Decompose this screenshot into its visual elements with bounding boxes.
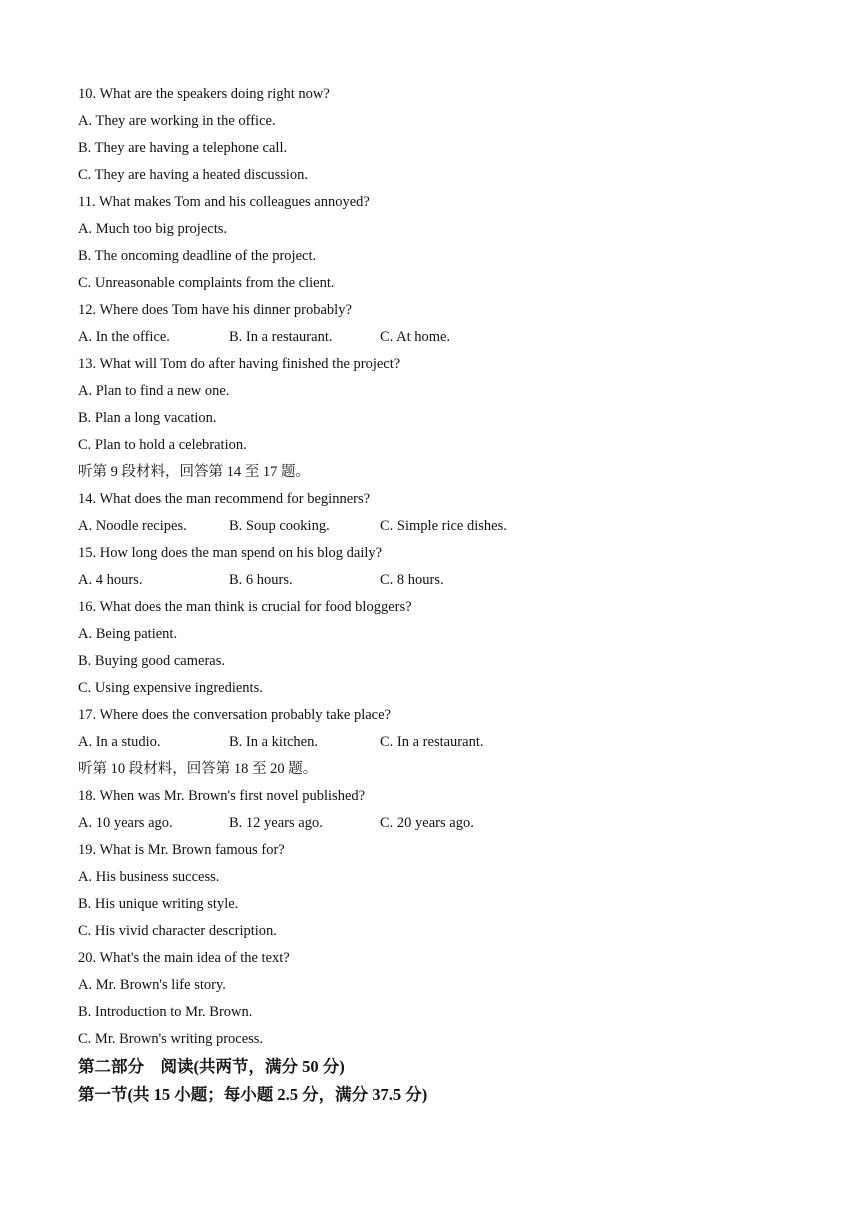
option-text: A. Being patient.	[78, 626, 178, 642]
option-text: A. Noodle recipes.	[78, 518, 187, 534]
option-text: C. In a restaurant.	[380, 734, 484, 750]
option-text: A. His business success.	[78, 869, 220, 885]
section-heading: 第一节(共 15 小题；每小题 2.5 分，满分 37.5 分)	[78, 1085, 428, 1104]
option-text: C. Mr. Brown's writing process.	[78, 1031, 264, 1047]
document-content	[78, 81, 798, 1109]
section-instruction: 听第 10 段材料，回答第 18 至 20 题。	[78, 761, 318, 777]
question-text: 18. When was Mr. Brown's first novel published?	[78, 788, 366, 804]
section-instruction: 听第 9 段材料，回答第 14 至 17 题。	[78, 464, 310, 480]
question-text: 20. What's the main idea of the text?	[78, 950, 290, 966]
question-text: 17. Where does the conversation probably take place?	[78, 707, 391, 723]
option-text: A. Much too big projects.	[78, 221, 228, 237]
question-text: 13. What will Tom do after having finished the project?	[78, 356, 401, 372]
question-text: 11. What makes Tom and his colleagues annoyed?	[78, 194, 370, 210]
option-text: C. Unreasonable complaints from the client.	[78, 275, 335, 291]
option-text: B. Introduction to Mr. Brown.	[78, 1004, 253, 1020]
option-text: C. 8 hours.	[380, 572, 444, 588]
option-text: C. Using expensive ingredients.	[78, 680, 263, 696]
option-text: B. In a kitchen.	[229, 734, 318, 750]
option-text: B. 6 hours.	[229, 572, 293, 588]
option-text: B. Buying good cameras.	[78, 653, 225, 669]
option-text: B. The oncoming deadline of the project.	[78, 248, 317, 264]
option-row	[78, 729, 798, 756]
question-text: 14. What does the man recommend for beginners?	[78, 491, 371, 507]
section-heading: 第二部分 阅读(共两节，满分 50 分)	[78, 1057, 345, 1076]
option-text: B. His unique writing style.	[78, 896, 239, 912]
option-row	[78, 810, 798, 837]
option-text: C. They are having a heated discussion.	[78, 167, 309, 183]
option-text: B. 12 years ago.	[229, 815, 323, 831]
question-text: 16. What does the man think is crucial for food bloggers?	[78, 599, 412, 615]
option-text: A. Mr. Brown's life story.	[78, 977, 226, 993]
option-row	[78, 513, 798, 540]
option-text: A. In the office.	[78, 329, 170, 345]
option-row	[78, 567, 798, 594]
option-text: B. They are having a telephone call.	[78, 140, 288, 156]
option-text: B. Soup cooking.	[229, 518, 330, 534]
option-row	[78, 324, 798, 351]
option-text: A. They are working in the office.	[78, 113, 276, 129]
option-text: A. 4 hours.	[78, 572, 143, 588]
option-text: C. His vivid character description.	[78, 923, 277, 939]
option-text: A. 10 years ago.	[78, 815, 173, 831]
question-text: 10. What are the speakers doing right now?	[78, 86, 330, 102]
question-text: 15. How long does the man spend on his blog daily?	[78, 545, 383, 561]
option-text: C. Plan to hold a celebration.	[78, 437, 247, 453]
option-text: C. At home.	[380, 329, 451, 345]
option-text: C. 20 years ago.	[380, 815, 474, 831]
option-text: A. In a studio.	[78, 734, 161, 750]
option-text: B. In a restaurant.	[229, 329, 333, 345]
question-text: 19. What is Mr. Brown famous for?	[78, 842, 285, 858]
question-text: 12. Where does Tom have his dinner probably?	[78, 302, 352, 318]
option-text: C. Simple rice dishes.	[380, 518, 507, 534]
option-text: B. Plan a long vacation.	[78, 410, 217, 426]
option-text: A. Plan to find a new one.	[78, 383, 230, 399]
